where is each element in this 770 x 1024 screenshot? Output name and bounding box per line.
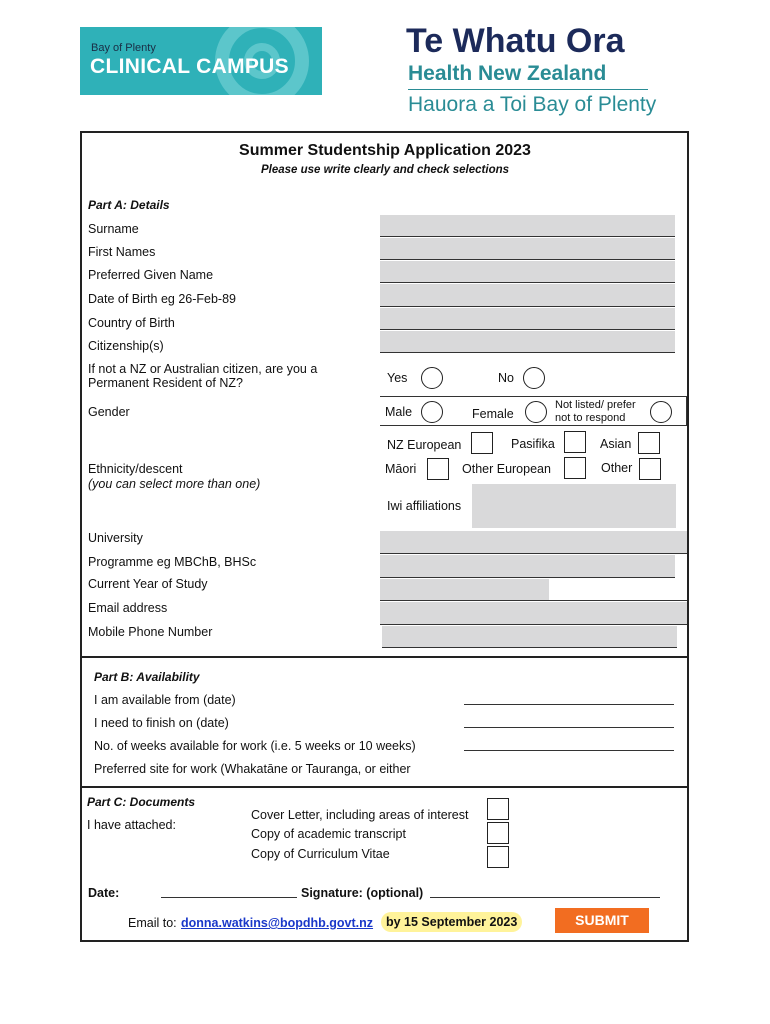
maori-label: Māori: [385, 462, 417, 476]
signature-label: Signature: (optional): [301, 886, 424, 900]
maori-checkbox[interactable]: [427, 458, 449, 480]
weeks-label: No. of weeks available for work (i.e. 5 weeks or 10 weeks): [94, 739, 416, 753]
cover-letter-checkbox[interactable]: [487, 798, 509, 820]
finish-label: I need to finish on (date): [94, 716, 229, 730]
part-c-divider: [80, 786, 689, 788]
citizenship-field[interactable]: [380, 331, 675, 353]
citizenship-label: Citizenship(s): [88, 339, 164, 353]
gender-not-listed-radio[interactable]: [650, 401, 672, 423]
part-b-divider: [80, 656, 689, 658]
first-names-field[interactable]: [380, 238, 675, 260]
gender-label: Gender: [88, 405, 130, 419]
ethnicity-note: (you can select more than one): [88, 477, 261, 491]
resident-no-radio[interactable]: [523, 367, 545, 389]
year-label: Current Year of Study: [88, 577, 208, 591]
signature-line[interactable]: [430, 897, 660, 898]
preferred-name-field[interactable]: [380, 261, 675, 283]
available-from-line[interactable]: [464, 704, 674, 705]
attached-label: I have attached:: [87, 818, 176, 832]
preferred-name-label: Preferred Given Name: [88, 268, 214, 282]
no-label: No: [498, 371, 514, 385]
resident-question-line2: Permanent Resident of NZ?: [88, 376, 243, 390]
logo-top-text: Bay of Plenty: [91, 42, 156, 54]
nz-european-label: NZ European: [387, 438, 462, 452]
pasifika-label: Pasifika: [511, 437, 555, 451]
finish-line[interactable]: [464, 727, 674, 728]
year-field[interactable]: [380, 579, 549, 601]
resident-question-line1: If not a NZ or Australian citizen, are you a: [88, 362, 318, 376]
cv-label: Copy of Curriculum Vitae: [251, 847, 390, 861]
iwi-label: Iwi affiliations: [387, 499, 462, 513]
university-field[interactable]: [380, 531, 687, 554]
cv-checkbox[interactable]: [487, 846, 509, 868]
country-field[interactable]: [380, 308, 675, 330]
asian-label: Asian: [600, 437, 632, 451]
form-title: Summer Studentship Application 2023: [239, 142, 531, 159]
available-from-label: I am available from (date): [94, 693, 236, 707]
year-field-line: [549, 600, 687, 601]
te-whatu-ora-logo: [406, 22, 696, 122]
logo-divider: [408, 89, 648, 90]
pasifika-checkbox[interactable]: [564, 431, 586, 453]
yes-label: Yes: [387, 371, 408, 385]
mobile-label: Mobile Phone Number: [88, 625, 213, 639]
female-label: Female: [472, 407, 514, 421]
not-listed-label-line2: not to respond: [555, 412, 626, 424]
programme-label: Programme eg MBChB, BHSc: [88, 555, 257, 569]
dob-label: Date of Birth eg 26-Feb-89: [88, 292, 236, 306]
other-checkbox[interactable]: [639, 458, 661, 480]
part-c-heading: Part C: Documents: [87, 795, 196, 809]
email-field[interactable]: [380, 602, 687, 625]
first-names-label: First Names: [88, 245, 156, 259]
iwi-field[interactable]: [472, 484, 676, 528]
email-prefix: Email to:: [128, 916, 177, 930]
date-line[interactable]: [161, 897, 297, 898]
cover-letter-label: Cover Letter, including areas of interest: [251, 808, 469, 822]
programme-field[interactable]: [380, 555, 675, 578]
gender-male-radio[interactable]: [421, 401, 443, 423]
part-a-heading: Part A: Details: [88, 198, 170, 212]
male-label: Male: [385, 405, 413, 419]
logo-bottom-text: CLINICAL CAMPUS: [90, 55, 289, 78]
dob-field[interactable]: [380, 284, 675, 307]
gender-female-radio[interactable]: [525, 401, 547, 423]
surname-field[interactable]: [380, 215, 675, 237]
date-label: Date:: [88, 886, 120, 900]
clinical-campus-logo: [80, 27, 322, 95]
part-b-heading: Part B: Availability: [94, 670, 200, 684]
logo-line3: Hauora a Toi Bay of Plenty: [408, 93, 657, 116]
logo-line2: Health New Zealand: [408, 62, 607, 85]
email-link[interactable]: donna.watkins@bopdhb.govt.nz: [181, 916, 374, 930]
submit-button[interactable]: SUBMIT: [555, 908, 649, 933]
site-label: Preferred site for work (Whakatāne or Tauranga, or either: [94, 762, 411, 776]
country-label: Country of Birth: [88, 316, 175, 330]
other-label: Other: [601, 461, 633, 475]
mobile-field[interactable]: [382, 626, 677, 648]
other-european-checkbox[interactable]: [564, 457, 586, 479]
other-european-label: Other European: [462, 462, 551, 476]
transcript-label: Copy of academic transcript: [251, 827, 406, 841]
deadline-badge: by 15 September 2023: [381, 912, 522, 932]
email-label: Email address: [88, 601, 168, 615]
not-listed-label-line1: Not listed/ prefer: [555, 399, 636, 411]
logo-line1: Te Whatu Ora: [406, 22, 625, 60]
weeks-line[interactable]: [464, 750, 674, 751]
form-subtitle: Please use write clearly and check selections: [260, 164, 510, 176]
ethnicity-label: Ethnicity/descent: [88, 462, 183, 476]
transcript-checkbox[interactable]: [487, 822, 509, 844]
university-label: University: [88, 531, 143, 545]
surname-label: Surname: [88, 222, 139, 236]
resident-yes-radio[interactable]: [421, 367, 443, 389]
asian-checkbox[interactable]: [638, 432, 660, 454]
nz-european-checkbox[interactable]: [471, 432, 493, 454]
